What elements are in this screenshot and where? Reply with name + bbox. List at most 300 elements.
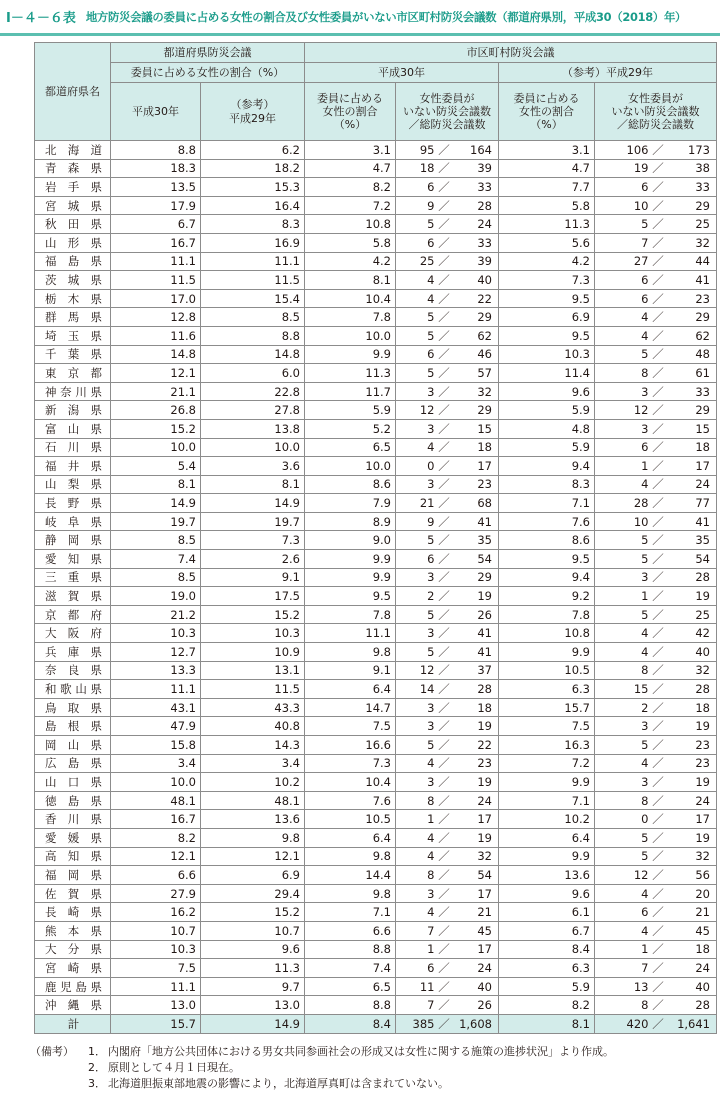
muni-h29-total-count-cell: 56 — [665, 866, 717, 885]
prefecture-cell: 千葉県 — [35, 345, 111, 364]
muni-h29-total-count-cell: 61 — [665, 364, 717, 383]
table-row — [35, 791, 717, 810]
muni-h30-ratio-cell: 9.5 — [305, 587, 396, 606]
muni-h30-total-count-cell: 26 — [451, 605, 499, 624]
pref-h30-cell: 7.4 — [111, 550, 201, 569]
slash-cell: ／ — [438, 308, 451, 327]
pref-h30-cell: 48.1 — [111, 791, 201, 810]
slash-cell: ／ — [438, 624, 451, 643]
slash-cell: ／ — [438, 810, 451, 829]
prefecture-cell: 岡山県 — [35, 736, 111, 755]
prefecture-cell: 佐賀県 — [35, 884, 111, 903]
muni-h30-zero-count-cell: 5 — [396, 215, 438, 234]
muni-h29-total-count-cell: 32 — [665, 233, 717, 252]
muni-h30-ratio-cell: 10.0 — [305, 457, 396, 476]
header-muni-h30-ratio: 委員に占める 女性の割合 （%） — [305, 83, 396, 141]
muni-h30-zero-count-cell: 5 — [396, 605, 438, 624]
muni-h30-zero-count-cell: 3 — [396, 568, 438, 587]
slash-cell: ／ — [652, 587, 665, 606]
prefecture-cell: 香川県 — [35, 810, 111, 829]
slash-cell: ／ — [438, 866, 451, 885]
pref-h30-cell: 19.0 — [111, 587, 201, 606]
muni-h29-ratio-cell: 5.9 — [499, 401, 595, 420]
slash-cell: ／ — [438, 977, 451, 996]
table-row — [35, 884, 717, 903]
pref-h30-cell: 13.3 — [111, 661, 201, 680]
muni-h30-zero-count-cell: 5 — [396, 364, 438, 383]
slash-cell: ／ — [652, 196, 665, 215]
muni-h29-zero-count-cell: 5 — [595, 828, 652, 847]
slash-cell: ／ — [438, 494, 451, 513]
muni-h30-total-count-cell: 22 — [451, 736, 499, 755]
muni-h30-ratio-cell: 8.2 — [305, 178, 396, 197]
pref-h29-cell: 3.4 — [201, 754, 305, 773]
pref-h29-cell: 9.8 — [201, 828, 305, 847]
muni-h30-zero-count-cell: 18 — [396, 159, 438, 178]
pref-h30-cell: 10.3 — [111, 624, 201, 643]
slash-cell: ／ — [438, 271, 451, 290]
table-row — [35, 215, 717, 234]
muni-h29-total-count-cell: 29 — [665, 196, 717, 215]
slash-cell: ／ — [438, 141, 451, 160]
pref-h30-cell: 17.9 — [111, 196, 201, 215]
muni-h30-ratio-cell: 9.9 — [305, 550, 396, 569]
muni-h29-total-count-cell: 23 — [665, 736, 717, 755]
pref-h29-cell: 16.4 — [201, 196, 305, 215]
pref-h30-cell: 10.3 — [111, 940, 201, 959]
muni-h30-total-count-cell: 19 — [451, 587, 499, 606]
pref-h29-cell: 13.6 — [201, 810, 305, 829]
muni-h29-ratio-cell: 8.4 — [499, 940, 595, 959]
pref-h29-cell: 8.5 — [201, 308, 305, 327]
muni-h29-zero-count-cell: 6 — [595, 271, 652, 290]
muni-h29-zero-count-cell: 4 — [595, 921, 652, 940]
muni-h29-zero-count-cell: 6 — [595, 178, 652, 197]
muni-h29-zero-count-cell: 27 — [595, 252, 652, 271]
prefecture-cell: 富山県 — [35, 419, 111, 438]
pref-h29-cell: 18.2 — [201, 159, 305, 178]
muni-h30-total-count-cell: 46 — [451, 345, 499, 364]
table-row — [35, 977, 717, 996]
slash-cell: ／ — [652, 419, 665, 438]
muni-h30-total-count-cell: 32 — [451, 382, 499, 401]
pref-h30-cell: 12.7 — [111, 643, 201, 662]
table-row — [35, 364, 717, 383]
muni-h30-zero-count-cell: 5 — [396, 326, 438, 345]
muni-h29-ratio-cell: 9.4 — [499, 457, 595, 476]
slash-cell: ／ — [652, 475, 665, 494]
muni-h30-zero-count-cell: 6 — [396, 959, 438, 978]
muni-h29-total-count-cell: 17 — [665, 810, 717, 829]
muni-h29-ratio-cell: 7.8 — [499, 605, 595, 624]
muni-h29-zero-count-cell: 15 — [595, 680, 652, 699]
muni-h30-ratio-cell: 9.8 — [305, 643, 396, 662]
pref-h29-cell: 2.6 — [201, 550, 305, 569]
table-row — [35, 494, 717, 513]
muni-h29-total-count-cell: 33 — [665, 178, 717, 197]
muni-h30-ratio-cell: 8.8 — [305, 940, 396, 959]
table-row — [35, 903, 717, 922]
muni-h30-ratio-cell: 7.3 — [305, 754, 396, 773]
pref-h29-cell: 13.1 — [201, 661, 305, 680]
muni-h29-zero-count-cell: 1 — [595, 940, 652, 959]
table-row — [35, 457, 717, 476]
muni-h29-zero-count-cell: 5 — [595, 531, 652, 550]
muni-h30-ratio-cell: 6.6 — [305, 921, 396, 940]
muni-h30-zero-count-cell: 1 — [396, 810, 438, 829]
muni-h29-ratio-cell: 7.1 — [499, 494, 595, 513]
muni-h30-ratio-cell: 9.8 — [305, 884, 396, 903]
muni-h30-total-count-cell: 39 — [451, 159, 499, 178]
muni-h30-total-count-cell: 17 — [451, 457, 499, 476]
notes-list — [88, 1044, 614, 1092]
muni-h30-ratio-cell: 8.4 — [305, 1014, 396, 1033]
table-row — [35, 401, 717, 420]
slash-cell: ／ — [438, 196, 451, 215]
pref-h29-cell: 10.3 — [201, 624, 305, 643]
muni-h29-total-count-cell: 32 — [665, 661, 717, 680]
muni-h30-total-count-cell: 19 — [451, 828, 499, 847]
prefecture-cell: 福岡県 — [35, 866, 111, 885]
slash-cell: ／ — [652, 382, 665, 401]
muni-h29-ratio-cell: 7.5 — [499, 717, 595, 736]
pref-h29-cell: 6.9 — [201, 866, 305, 885]
pref-h29-cell: 19.7 — [201, 512, 305, 531]
muni-h30-ratio-cell: 8.8 — [305, 996, 396, 1015]
total-row — [35, 1014, 717, 1033]
muni-h30-zero-count-cell: 1 — [396, 940, 438, 959]
muni-h29-total-count-cell: 28 — [665, 568, 717, 587]
pref-h29-cell: 43.3 — [201, 698, 305, 717]
muni-h29-ratio-cell: 10.3 — [499, 345, 595, 364]
muni-h30-zero-count-cell: 5 — [396, 531, 438, 550]
muni-h30-ratio-cell: 8.1 — [305, 271, 396, 290]
muni-h30-total-count-cell: 41 — [451, 643, 499, 662]
pref-h29-cell: 6.2 — [201, 141, 305, 160]
slash-cell: ／ — [652, 661, 665, 680]
muni-h30-ratio-cell: 4.7 — [305, 159, 396, 178]
slash-cell: ／ — [438, 847, 451, 866]
muni-h30-zero-count-cell: 3 — [396, 698, 438, 717]
slash-cell: ／ — [652, 178, 665, 197]
prefecture-cell: 山形県 — [35, 233, 111, 252]
muni-h30-total-count-cell: 62 — [451, 326, 499, 345]
pref-h30-cell: 6.7 — [111, 215, 201, 234]
pref-h30-cell: 18.3 — [111, 159, 201, 178]
muni-h30-zero-count-cell: 4 — [396, 903, 438, 922]
slash-cell: ／ — [652, 847, 665, 866]
prefecture-cell: 大阪府 — [35, 624, 111, 643]
slash-cell: ／ — [652, 159, 665, 178]
muni-h30-zero-count-cell: 5 — [396, 643, 438, 662]
muni-h30-total-count-cell: 28 — [451, 196, 499, 215]
muni-h30-ratio-cell: 7.4 — [305, 959, 396, 978]
pref-h29-cell: 27.8 — [201, 401, 305, 420]
prefecture-cell: 長野県 — [35, 494, 111, 513]
muni-h30-zero-count-cell: 4 — [396, 438, 438, 457]
table-row — [35, 810, 717, 829]
slash-cell: ／ — [652, 754, 665, 773]
table-row — [35, 847, 717, 866]
muni-h29-total-count-cell: 77 — [665, 494, 717, 513]
header-muni-council: 市区町村防災会議 — [305, 43, 717, 63]
muni-h30-total-count-cell: 37 — [451, 661, 499, 680]
slash-cell: ／ — [652, 252, 665, 271]
muni-h30-total-count-cell: 29 — [451, 401, 499, 420]
muni-h29-total-count-cell: 32 — [665, 847, 717, 866]
prefecture-cell: 鳥取県 — [35, 698, 111, 717]
muni-h29-zero-count-cell: 10 — [595, 512, 652, 531]
slash-cell: ／ — [652, 271, 665, 290]
muni-h29-zero-count-cell: 3 — [595, 717, 652, 736]
muni-h29-total-count-cell: 40 — [665, 977, 717, 996]
pref-h29-cell: 15.2 — [201, 903, 305, 922]
muni-h29-zero-count-cell: 7 — [595, 959, 652, 978]
muni-h30-zero-count-cell: 0 — [396, 457, 438, 476]
pref-h29-cell: 11.5 — [201, 271, 305, 290]
muni-h29-zero-count-cell: 106 — [595, 141, 652, 160]
muni-h29-ratio-cell: 6.1 — [499, 903, 595, 922]
prefecture-cell: 愛媛県 — [35, 828, 111, 847]
slash-cell: ／ — [438, 419, 451, 438]
muni-h29-total-count-cell: 19 — [665, 587, 717, 606]
muni-h29-ratio-cell: 15.7 — [499, 698, 595, 717]
table-row — [35, 643, 717, 662]
slash-cell: ／ — [652, 959, 665, 978]
prefecture-cell: 青森県 — [35, 159, 111, 178]
muni-h29-zero-count-cell: 28 — [595, 494, 652, 513]
table-title: 地方防災会議の委員に占める女性の割合及び女性委員がいない市区町村防災会議数（都道府県別，平成30（2018）年） — [85, 9, 687, 24]
muni-h29-zero-count-cell: 6 — [595, 903, 652, 922]
muni-h29-total-count-cell: 44 — [665, 252, 717, 271]
table-row — [35, 289, 717, 308]
slash-cell: ／ — [652, 977, 665, 996]
slash-cell: ／ — [438, 345, 451, 364]
prefecture-cell: 長崎県 — [35, 903, 111, 922]
prefecture-cell: 静岡県 — [35, 531, 111, 550]
muni-h29-zero-count-cell: 2 — [595, 698, 652, 717]
muni-h30-total-count-cell: 54 — [451, 866, 499, 885]
muni-h29-total-count-cell: 28 — [665, 680, 717, 699]
pref-h29-cell: 3.6 — [201, 457, 305, 476]
muni-h29-ratio-cell: 9.9 — [499, 847, 595, 866]
muni-h29-total-count-cell: 173 — [665, 141, 717, 160]
title-bar — [0, 0, 720, 36]
pref-h30-cell: 16.7 — [111, 810, 201, 829]
notes-block — [30, 1044, 614, 1092]
muni-h29-total-count-cell: 19 — [665, 717, 717, 736]
muni-h30-ratio-cell: 7.2 — [305, 196, 396, 215]
muni-h30-zero-count-cell: 3 — [396, 382, 438, 401]
muni-h30-zero-count-cell: 3 — [396, 475, 438, 494]
slash-cell: ／ — [438, 736, 451, 755]
slash-cell: ／ — [652, 736, 665, 755]
muni-h29-ratio-cell: 16.3 — [499, 736, 595, 755]
pref-h30-cell: 15.2 — [111, 419, 201, 438]
muni-h29-total-count-cell: 23 — [665, 289, 717, 308]
muni-h29-total-count-cell: 19 — [665, 828, 717, 847]
muni-h30-zero-count-cell: 14 — [396, 680, 438, 699]
muni-h30-zero-count-cell: 9 — [396, 512, 438, 531]
pref-h30-cell: 8.1 — [111, 475, 201, 494]
muni-h30-total-count-cell: 23 — [451, 754, 499, 773]
muni-h29-ratio-cell: 7.7 — [499, 178, 595, 197]
muni-h29-total-count-cell: 18 — [665, 438, 717, 457]
notes-label: （備考） — [30, 1045, 74, 1058]
table-row — [35, 419, 717, 438]
slash-cell: ／ — [438, 382, 451, 401]
slash-cell: ／ — [438, 884, 451, 903]
pref-h29-cell: 11.5 — [201, 680, 305, 699]
muni-h29-zero-count-cell: 5 — [595, 605, 652, 624]
pref-h30-cell: 43.1 — [111, 698, 201, 717]
table-row — [35, 828, 717, 847]
muni-h30-zero-count-cell: 6 — [396, 345, 438, 364]
muni-h29-total-count-cell: 24 — [665, 959, 717, 978]
muni-h29-total-count-cell: 18 — [665, 940, 717, 959]
slash-cell: ／ — [652, 215, 665, 234]
slash-cell: ／ — [438, 903, 451, 922]
pref-h30-cell: 12.1 — [111, 364, 201, 383]
muni-h30-total-count-cell: 19 — [451, 773, 499, 792]
header-pref-ratio: 委員に占める女性の割合（%） — [111, 63, 305, 83]
slash-cell: ／ — [438, 773, 451, 792]
muni-h30-zero-count-cell: 4 — [396, 289, 438, 308]
muni-h30-ratio-cell: 7.9 — [305, 494, 396, 513]
muni-h29-ratio-cell: 7.6 — [499, 512, 595, 531]
muni-h30-total-count-cell: 17 — [451, 884, 499, 903]
muni-h29-zero-count-cell: 13 — [595, 977, 652, 996]
slash-cell: ／ — [652, 773, 665, 792]
muni-h30-total-count-cell: 15 — [451, 419, 499, 438]
prefecture-cell: 山梨県 — [35, 475, 111, 494]
table-row — [35, 773, 717, 792]
table-row — [35, 271, 717, 290]
table-row — [35, 754, 717, 773]
muni-h29-ratio-cell: 6.4 — [499, 828, 595, 847]
pref-h29-cell: 14.8 — [201, 345, 305, 364]
muni-h29-zero-count-cell: 4 — [595, 326, 652, 345]
slash-cell: ／ — [652, 512, 665, 531]
muni-h30-ratio-cell: 14.4 — [305, 866, 396, 885]
muni-h29-total-count-cell: 24 — [665, 475, 717, 494]
muni-h30-total-count-cell: 45 — [451, 921, 499, 940]
muni-h30-zero-count-cell: 3 — [396, 419, 438, 438]
muni-h29-zero-count-cell: 7 — [595, 233, 652, 252]
muni-h29-ratio-cell: 9.9 — [499, 643, 595, 662]
muni-h30-zero-count-cell: 385 — [396, 1014, 438, 1033]
muni-h29-zero-count-cell: 4 — [595, 475, 652, 494]
slash-cell: ／ — [652, 698, 665, 717]
muni-h30-ratio-cell: 11.3 — [305, 364, 396, 383]
table-row — [35, 568, 717, 587]
pref-h30-cell: 15.7 — [111, 1014, 201, 1033]
table-row — [35, 698, 717, 717]
muni-h30-ratio-cell: 10.0 — [305, 326, 396, 345]
slash-cell: ／ — [652, 643, 665, 662]
muni-h29-ratio-cell: 9.9 — [499, 773, 595, 792]
muni-h30-ratio-cell: 7.5 — [305, 717, 396, 736]
muni-h30-total-count-cell: 22 — [451, 289, 499, 308]
muni-h30-zero-count-cell: 7 — [396, 921, 438, 940]
note-item — [88, 1076, 614, 1092]
muni-h29-ratio-cell: 13.6 — [499, 866, 595, 885]
muni-h29-zero-count-cell: 3 — [595, 568, 652, 587]
pref-h29-cell: 16.9 — [201, 233, 305, 252]
muni-h29-total-count-cell: 18 — [665, 698, 717, 717]
pref-h29-cell: 17.5 — [201, 587, 305, 606]
slash-cell: ／ — [652, 996, 665, 1015]
muni-h29-zero-count-cell: 8 — [595, 791, 652, 810]
table-row — [35, 326, 717, 345]
table-row — [35, 345, 717, 364]
prefecture-cell: 栃木県 — [35, 289, 111, 308]
slash-cell: ／ — [438, 178, 451, 197]
muni-h30-zero-count-cell: 95 — [396, 141, 438, 160]
note-text: 北海道胆振東部地震の影響により，北海道厚真町は含まれていない。 — [108, 1077, 449, 1090]
prefecture-cell: 奈良県 — [35, 661, 111, 680]
muni-h29-total-count-cell: 23 — [665, 754, 717, 773]
table-row — [35, 550, 717, 569]
prefecture-cell: 石川県 — [35, 438, 111, 457]
slash-cell: ／ — [438, 475, 451, 494]
pref-h29-cell: 11.1 — [201, 252, 305, 271]
header-prefecture: 都道府県名 — [35, 43, 111, 141]
slash-cell: ／ — [438, 959, 451, 978]
table-row — [35, 866, 717, 885]
slash-cell: ／ — [438, 512, 451, 531]
muni-h29-zero-count-cell: 3 — [595, 773, 652, 792]
muni-h30-zero-count-cell: 5 — [396, 308, 438, 327]
muni-h30-ratio-cell: 6.5 — [305, 977, 396, 996]
muni-h29-ratio-cell: 6.7 — [499, 921, 595, 940]
prefecture-cell: 茨城県 — [35, 271, 111, 290]
pref-h29-cell: 14.3 — [201, 736, 305, 755]
pref-h30-cell: 12.1 — [111, 847, 201, 866]
prefecture-cell: 福井県 — [35, 457, 111, 476]
table-row — [35, 624, 717, 643]
table-row — [35, 196, 717, 215]
muni-h30-ratio-cell: 16.6 — [305, 736, 396, 755]
prefecture-cell: 和歌山県 — [35, 680, 111, 699]
table-row — [35, 512, 717, 531]
pref-h30-cell: 8.2 — [111, 828, 201, 847]
note-number: 3． — [88, 1077, 106, 1090]
slash-cell: ／ — [438, 159, 451, 178]
table-row — [35, 661, 717, 680]
muni-h30-total-count-cell: 68 — [451, 494, 499, 513]
pref-h29-cell: 9.7 — [201, 977, 305, 996]
muni-h29-ratio-cell: 9.4 — [499, 568, 595, 587]
table-row — [35, 475, 717, 494]
muni-h29-total-count-cell: 40 — [665, 643, 717, 662]
pref-h30-cell: 27.9 — [111, 884, 201, 903]
slash-cell: ／ — [652, 438, 665, 457]
muni-h29-ratio-cell: 7.1 — [499, 791, 595, 810]
muni-h30-total-count-cell: 35 — [451, 531, 499, 550]
header-pref-h29: （参考） 平成29年 — [201, 83, 305, 141]
muni-h29-zero-count-cell: 19 — [595, 159, 652, 178]
muni-h29-ratio-cell: 7.3 — [499, 271, 595, 290]
muni-h29-zero-count-cell: 4 — [595, 643, 652, 662]
prefecture-cell: 鹿児島県 — [35, 977, 111, 996]
muni-h30-total-count-cell: 24 — [451, 215, 499, 234]
muni-h30-ratio-cell: 10.5 — [305, 810, 396, 829]
muni-h29-zero-count-cell: 4 — [595, 308, 652, 327]
muni-h30-total-count-cell: 29 — [451, 568, 499, 587]
table-row — [35, 605, 717, 624]
muni-h30-zero-count-cell: 3 — [396, 717, 438, 736]
